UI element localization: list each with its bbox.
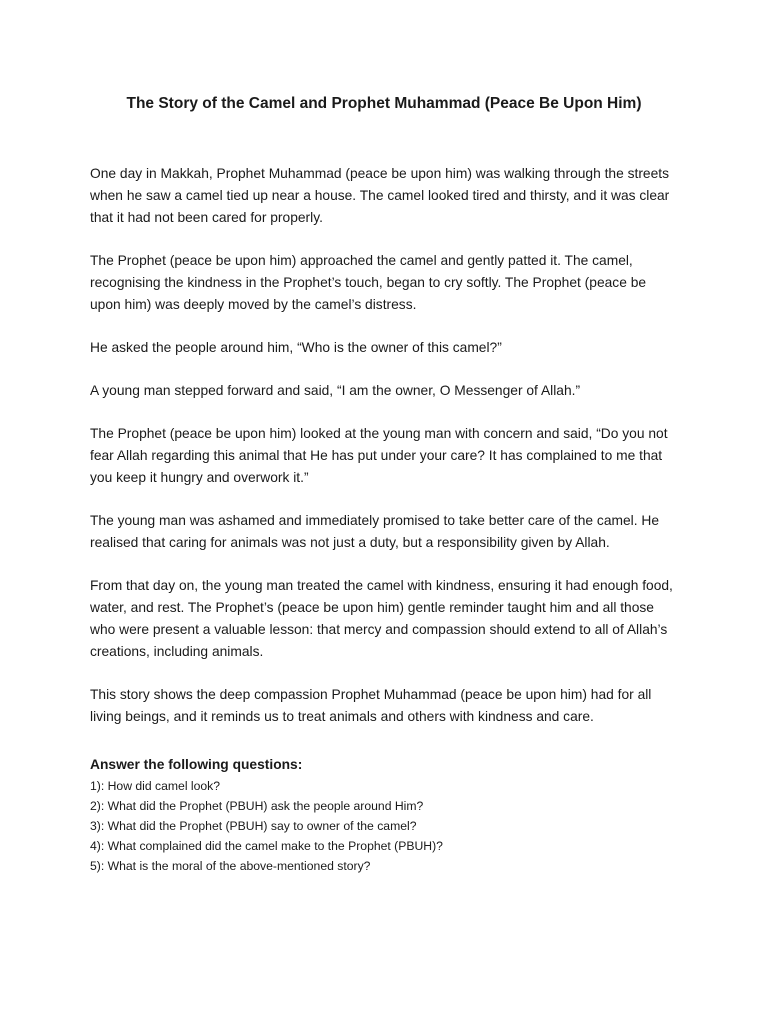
story-paragraph: The young man was ashamed and immediately promised to take better care of the camel. He realised that caring for animals was not just a duty, but a responsibility given by Allah. <box>90 513 660 550</box>
question-item: 1): How did camel look? <box>90 779 221 793</box>
story-paragraph: The Prophet (peace be upon him) approached the camel and gently patted it. The camel, recognising the kindness in the Prophet’s touch, began to cry softly. The Prophet (peace be upon him) was deeply moved by the camel’s distress. <box>90 253 647 312</box>
story-paragraph: The Prophet (peace be upon him) looked at the young man with concern and said, “Do you not fear Allah regarding this animal that He has put under your care? It has complained to me that you keep it hungry and overwork it.” <box>90 426 668 485</box>
questions-heading: Answer the following questions: <box>90 757 303 772</box>
story-paragraph: A young man stepped forward and said, “I am the owner, O Messenger of Allah.” <box>90 383 581 398</box>
question-item: 2): What did the Prophet (PBUH) ask the people around Him? <box>90 799 424 813</box>
question-item: 4): What complained did the camel make to the Prophet (PBUH)? <box>90 839 443 853</box>
story-paragraph: From that day on, the young man treated the camel with kindness, ensuring it had enough food, water, and rest. The Prophet’s (peace be upon him) gentle reminder taught him and all those who were present a valuable lesson: that mercy and compassion should extend to all of Allah’s creations, including animals. <box>90 578 673 659</box>
question-item: 5): What is the moral of the above-mentioned story? <box>90 859 371 873</box>
questions-list <box>90 776 690 876</box>
question-item: 3): What did the Prophet (PBUH) say to owner of the camel? <box>90 819 417 833</box>
story-body <box>90 163 678 749</box>
story-paragraph: This story shows the deep compassion Prophet Muhammad (peace be upon him) had for all living beings, and it reminds us to treat animals and others with kindness and care. <box>90 687 652 724</box>
document-title: The Story of the Camel and Prophet Muhammad (Peace Be Upon Him) <box>126 95 642 112</box>
story-paragraph: He asked the people around him, “Who is the owner of this camel?” <box>90 340 502 355</box>
story-paragraph: One day in Makkah, Prophet Muhammad (peace be upon him) was walking through the streets when he saw a camel tied up near a house. The camel looked tired and thirsty, and it was clear that it had not been cared for properly. <box>90 166 670 225</box>
